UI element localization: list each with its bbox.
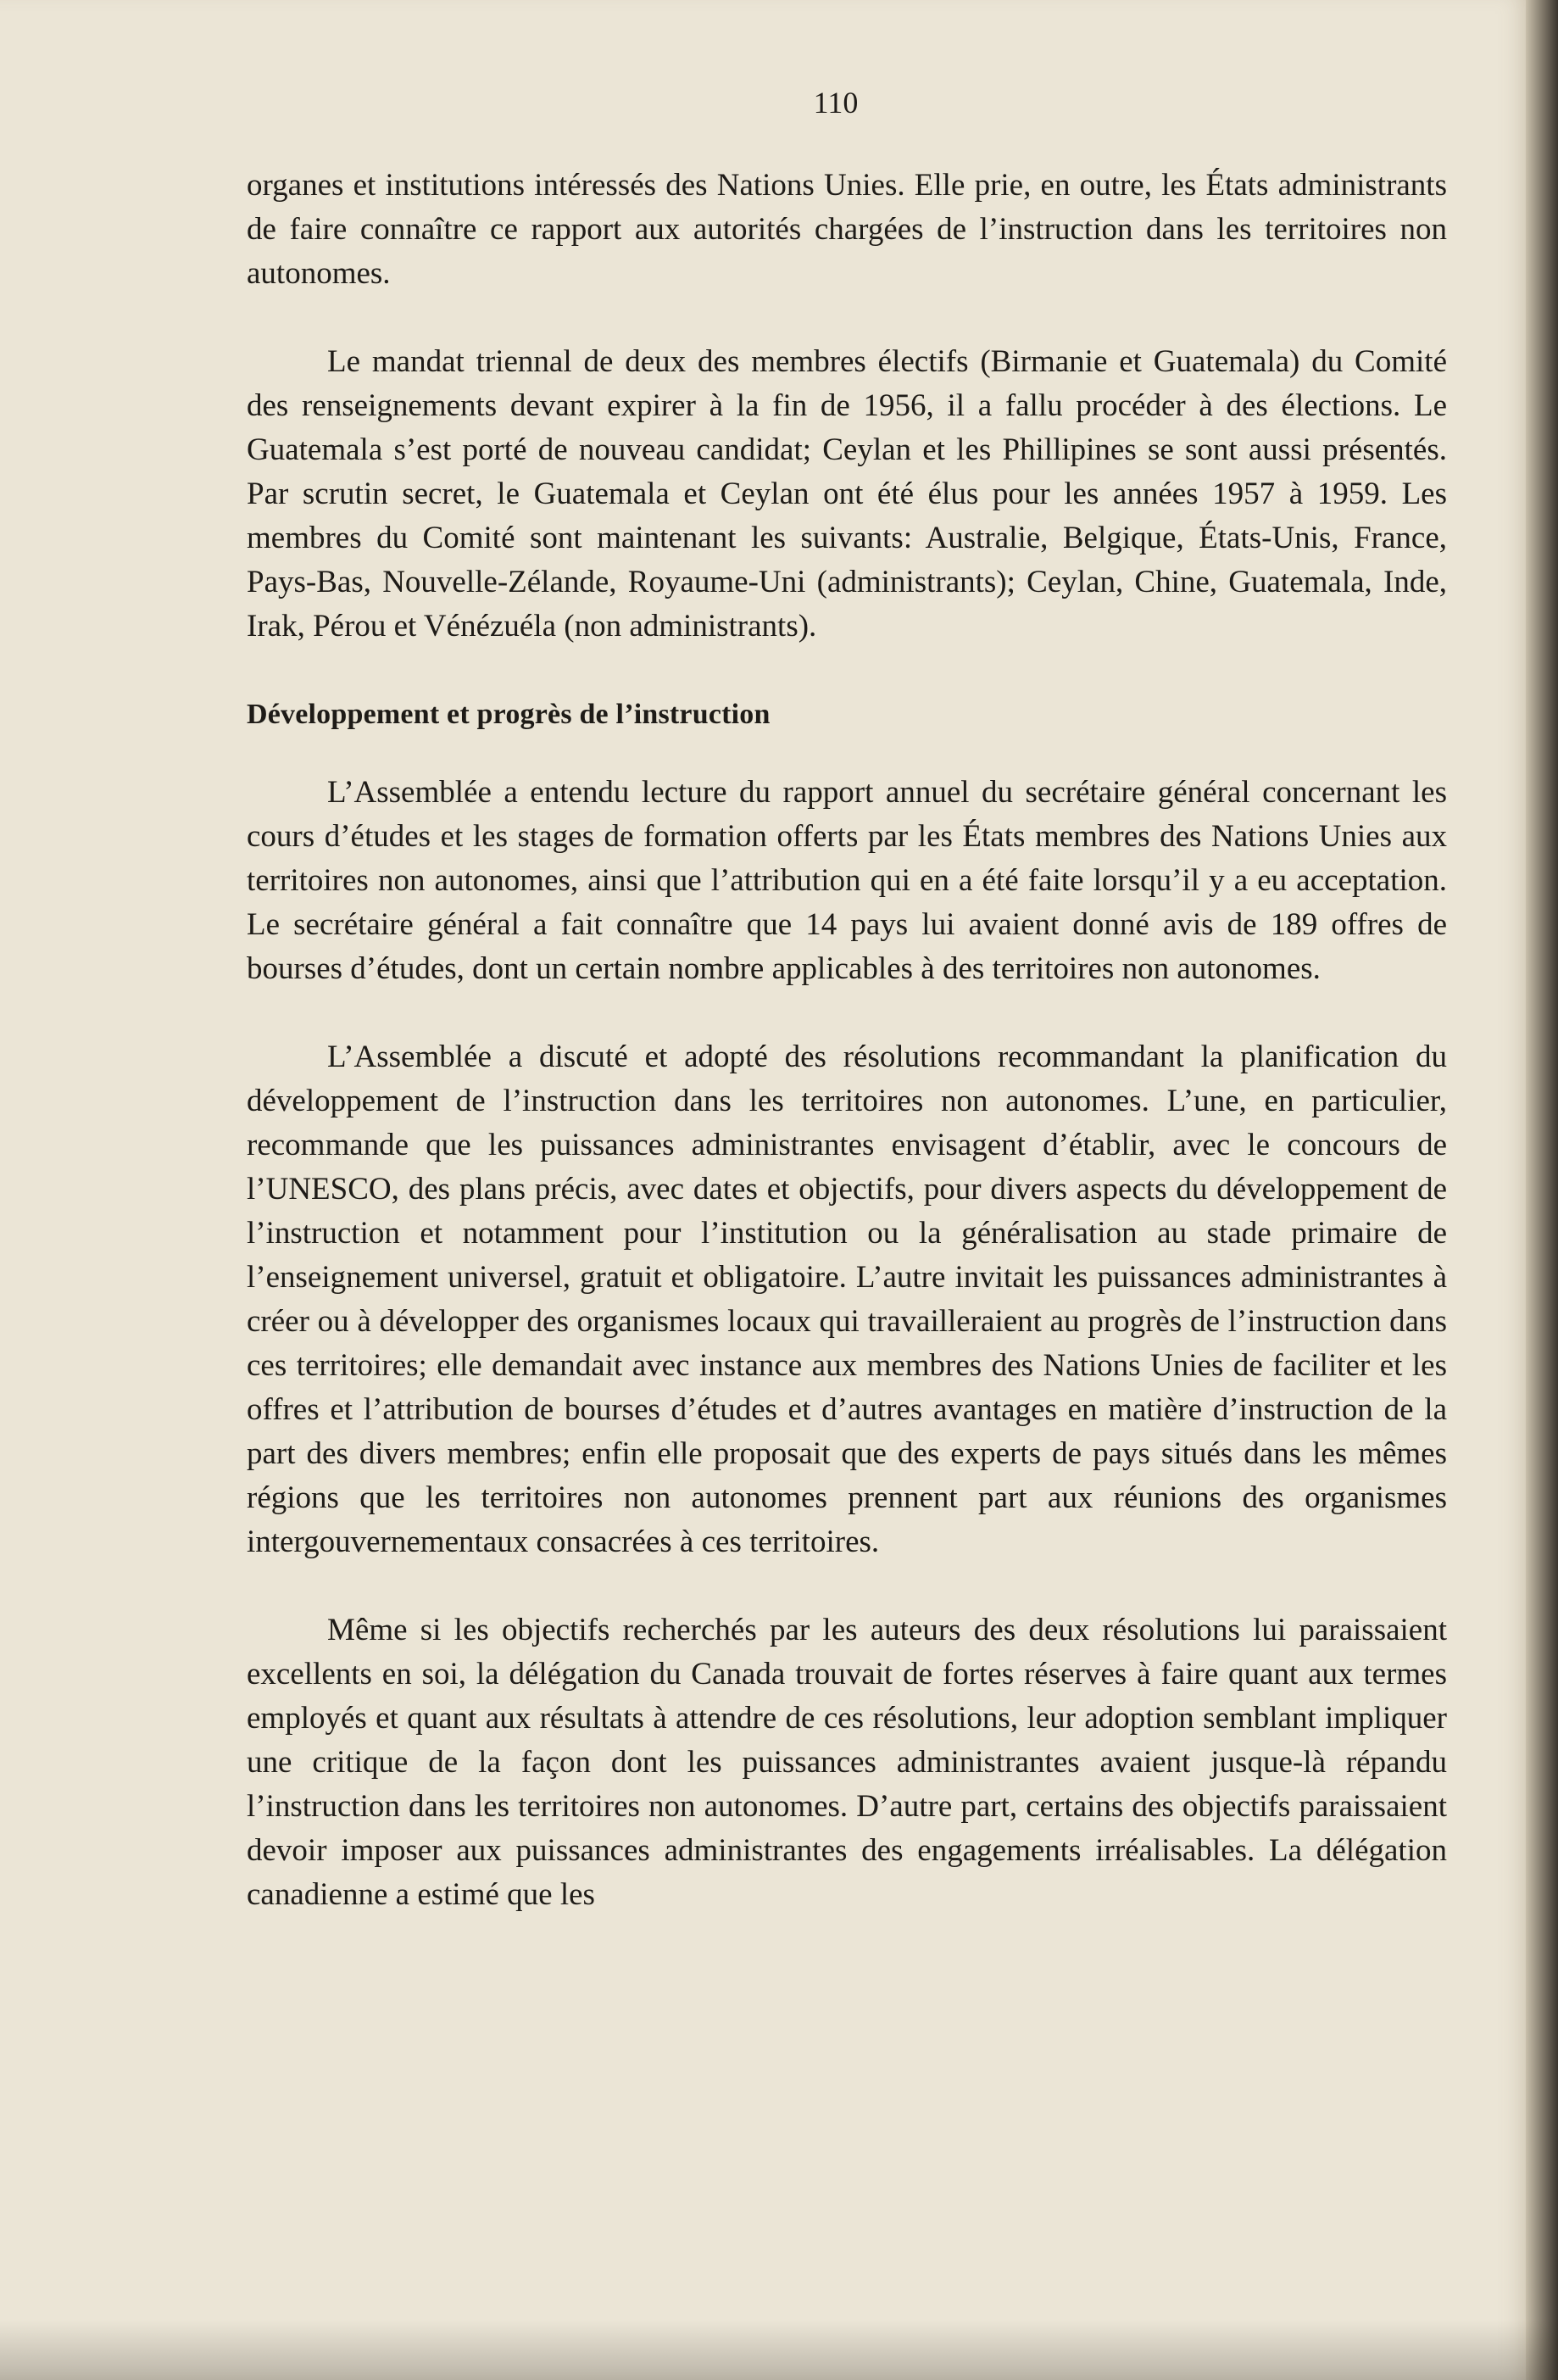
paragraph-committee-elections: Le mandat triennal de deux des membres électifs (Birmanie et Guatemala) du Comité des renseignements devant expirer à la fin de 1956, il a fallu procéder à des élections. Le Guatemala s’est porté de nouveau candidat; Ceylan et les Phillipines se sont aussi présentés. Par scrutin secret, le Guatemala et Ceylan ont été élus pour les années 1957 à 1959. Les membres du Comité sont maintenant les suivants: Australie, Belgique, États-Unis, France, Pays-Bas, Nouvelle-Zélande, Royaume-Uni (administrants); Ceylan, Chine, Guatemala, Inde, Irak, Pérou et Vénézuéla (non administrants). [247,344,1447,644]
page-bottom-shadow [0,2321,1558,2380]
body-text [247,164,1447,1961]
paragraph-continuation: organes et institutions intéressés des Nations Unies. Elle prie, en outre, les États administrants de faire connaître ce rapport aux autorités chargées de l’instruction dans les territoires non autonomes. [247,168,1447,291]
page-number: 110 [813,86,859,120]
paragraph-canada-reservations: Même si les objectifs recherchés par les auteurs des deux résolutions lui paraissaient excellents en soi, la délégation du Canada trouvait de fortes réserves à faire quant aux termes employés et quant aux résultats à attendre de ces résolutions, leur adoption semblant impliquer une critique de la façon dont les puissances administrantes avaient jusque-là répandu l’instruction dans les territoires non autonomes. D’autre part, certains des objectifs paraissaient devoir imposer aux puissances administrantes des engagements irréalisables. La délégation canadienne a estimé que les [247,1613,1447,1912]
paragraph-resolutions: L’Assemblée a discuté et adopté des résolutions recommandant la planification du développement de l’instruction dans les territoires non autonomes. L’une, en particulier, recommande que les puissances administrantes envisagent d’établir, avec le concours de l’UNESCO, des plans précis, avec dates et objectifs, pour divers aspects du développement de l’instruction et notamment pour l’institution ou la généralisation au stade primaire de l’enseignement universel, gratuit et obligatoire. L’autre invitait les puissances administrantes à créer ou à développer des organismes locaux qui travailleraient au progrès de l’instruction dans ces territoires; elle demandait avec instance aux membres des Nations Unies de faciliter et les offres et l’attribution de bourses d’études et d’autres avantages en matière d’instruction de la part des divers membres; enfin elle proposait que des experts de pays situés dans les mêmes régions que les territoires non autonomes prennent part aux réunions des organismes intergouvernementaux consacrées à ces territoires. [247,1040,1447,1559]
paragraph-annual-report: L’Assemblée a entendu lecture du rapport annuel du secrétaire général concernant les cours d’études et les stages de formation offerts par les États membres des Nations Unies aux territoires non autonomes, ainsi que l’attribution qui en a été faite lorsqu’il y a eu acceptation. Le secrétaire général a fait connaître que 14 pays lui avaient donné avis de 189 offres de bourses d’études, dont un certain nombre applicables à des territoires non autonomes. [247,775,1447,986]
section-heading: Développement et progrès de l’instruction [247,699,771,730]
page-edge-shadow [1526,0,1558,2380]
